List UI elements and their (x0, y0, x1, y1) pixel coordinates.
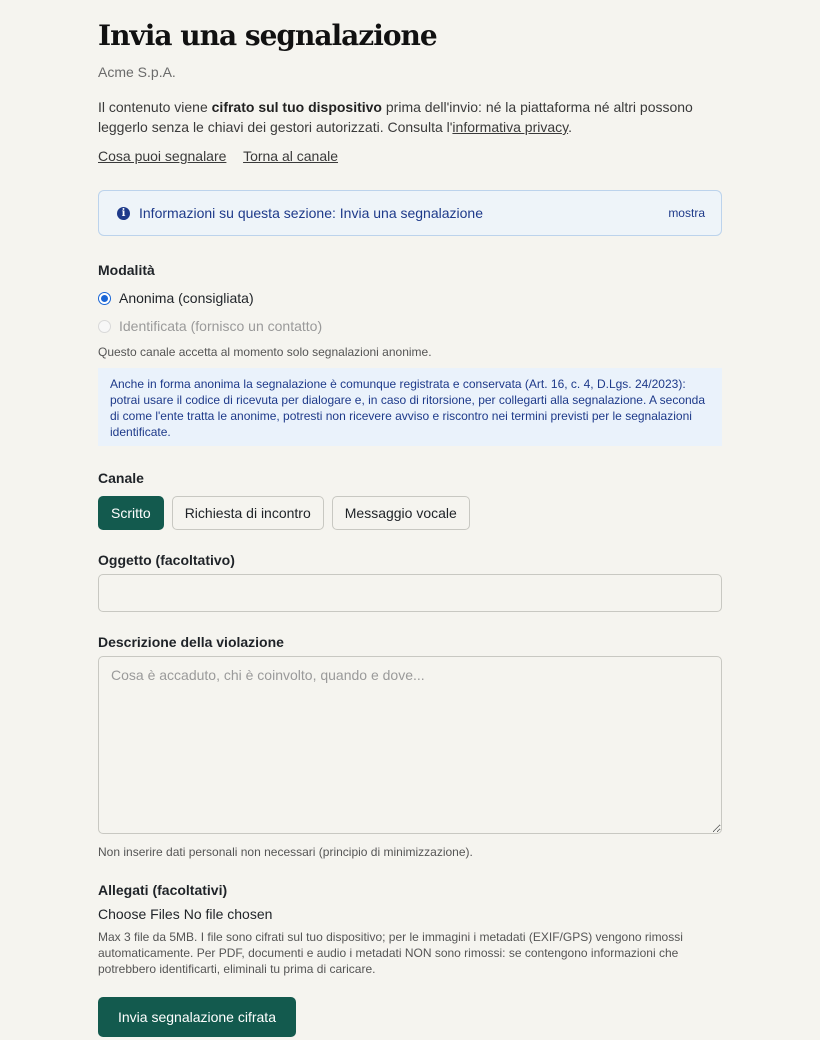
minimization-hint: Non inserire dati personali non necessari (principio di minimizzazione). (98, 845, 473, 859)
subject-input[interactable] (98, 574, 722, 612)
section-info-text: Informazioni su questa sezione: Invia una segnalazione (139, 205, 483, 221)
info-icon: i (117, 207, 130, 220)
description-textarea[interactable] (98, 656, 722, 834)
what-to-report-link[interactable]: Cosa puoi segnalare (98, 148, 227, 164)
modalita-label: Modalità (98, 262, 155, 278)
choose-files-button[interactable]: Choose Files (98, 906, 180, 922)
channel-selector (98, 496, 722, 530)
section-info-panel (98, 190, 722, 236)
radio-anonymous-option[interactable] (98, 289, 722, 307)
canale-label: Canale (98, 470, 144, 486)
show-info-toggle[interactable]: mostra (668, 206, 705, 220)
channel-written-button[interactable]: Scritto (98, 496, 164, 530)
organization-name: Acme S.p.A. (98, 64, 176, 80)
attachments-label: Allegati (facoltativi) (98, 882, 228, 898)
radio-anonymous-label: Anonima (consigliata) (119, 290, 254, 306)
anonymous-notice: Anche in forma anonima la segnalazione è comunque registrata e conservata (Art. 16, c. 4, D.Lgs. 24/2023): potrai usare il codice di ricevuta per dialogare e, in caso di ritorsione, per collegarti alla segnalazione. A seconda di come l'ente tratta le anonime, potresti non ricevere avviso e riscontro nei termini previsti per le segnalazioni identificate. (98, 368, 722, 446)
attachments-hint: Max 3 file da 5MB. I file sono cifrati sul tuo dispositivo; per le immagini i metadati (EXIF/GPS) vengono rimossi automaticamente. Per PDF, documenti e audio i metadati NON sono rimossi: se contengono informazioni che potrebbero identificarti, eliminali tu prima di caricare. (98, 930, 683, 976)
description-label: Descrizione della violazione (98, 634, 284, 650)
radio-anonymous[interactable] (98, 292, 111, 305)
back-to-channel-link[interactable]: Torna al canale (243, 148, 339, 164)
channel-voice-button[interactable]: Messaggio vocale (332, 496, 470, 530)
radio-identified-label: Identificata (fornisco un contatto) (119, 318, 323, 334)
intro-text: Il contenuto viene cifrato sul tuo dispositivo prima dell'invio: né la piattaforma né altri possono leggerlo senza le chiavi dei gestori autorizzati. Consulta l'informativa privacy. (98, 99, 693, 135)
privacy-link[interactable]: informativa privacy (452, 119, 569, 135)
nav-links (98, 147, 722, 165)
intro-emphasis: cifrato sul tuo dispositivo (211, 99, 382, 115)
submit-encrypted-button[interactable]: Invia segnalazione cifrata (98, 997, 296, 1037)
subject-label: Oggetto (facoltativo) (98, 552, 235, 568)
radio-identified (98, 320, 111, 333)
file-status: No file chosen (183, 906, 273, 922)
file-input[interactable] (98, 905, 722, 923)
page-title: Invia una segnalazione (98, 19, 437, 52)
channel-meeting-button[interactable]: Richiesta di incontro (172, 496, 324, 530)
anonymous-only-hint: Questo canale accetta al momento solo segnalazioni anonime. (98, 345, 432, 359)
radio-identified-option (98, 317, 722, 335)
